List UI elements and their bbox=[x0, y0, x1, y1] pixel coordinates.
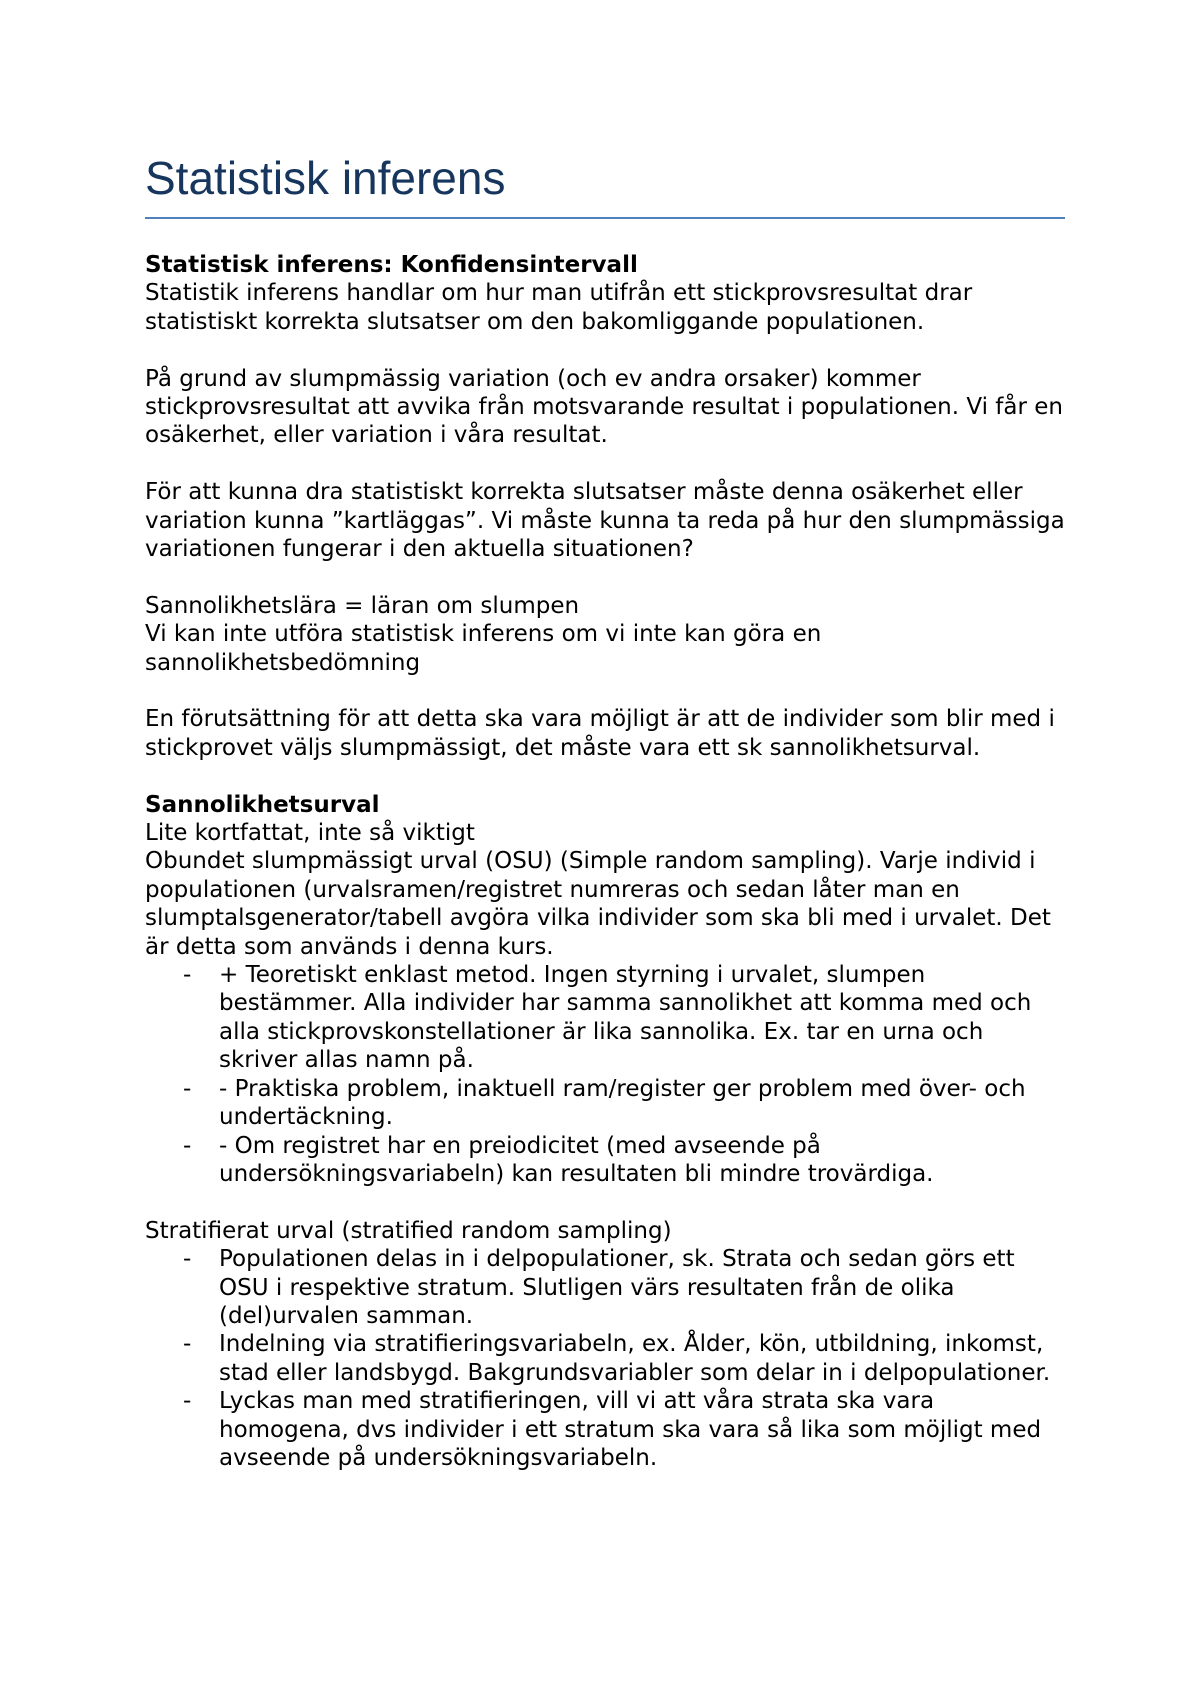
paragraph: Sannolikhetslära = läran om slumpen bbox=[145, 592, 580, 619]
paragraph: Vi kan inte utföra statistisk inferens om vi inte kan göra en sannolikhetsbedömning bbox=[145, 621, 822, 676]
paragraph: Obundet slumpmässigt urval (OSU) (Simple random sampling). Varje individ i populationen (urvalsramen/registret numreras och sedan låter man en slumptalsgenerator/tabell avgöra vilka individer som ska bli med i urvalet. Det är detta som används i denna kurs. bbox=[145, 848, 1051, 960]
dash-marker: - bbox=[183, 1132, 192, 1159]
document-page bbox=[145, 150, 1065, 1472]
dash-marker: - bbox=[183, 1388, 192, 1415]
osu-bullet-list bbox=[145, 961, 1065, 1188]
paragraph: Stratifierat urval (stratified random sampling) bbox=[145, 1217, 672, 1244]
list-item bbox=[145, 961, 1065, 1075]
list-item bbox=[145, 1245, 1065, 1330]
dash-marker: - bbox=[183, 1246, 192, 1273]
blank-line bbox=[145, 1188, 1065, 1216]
list-item-text: + Teoretiskt enklast metod. Ingen styrning i urvalet, slumpen bestämmer. Alla individer har samma sannolikhet att komma med och alla stickprovskonstellationer är lika sannolika. Ex. tar en urna och skriver allas namn på. bbox=[219, 962, 1032, 1074]
list-item-text: - Praktiska problem, inaktuell ram/register ger problem med över- och undertäckning. bbox=[219, 1075, 1026, 1131]
paragraph: På grund av slumpmässig variation (och ev andra orsaker) kommer stickprovsresultat att avvika från motsvarande resultat i populationen. Vi får en osäkerhet, eller variation i våra resultat. bbox=[145, 365, 1063, 449]
dash-marker: - bbox=[183, 1331, 192, 1358]
section-heading-konfidens: Statistisk inferens: Konfidensintervall bbox=[145, 252, 638, 278]
list-item bbox=[145, 1330, 1065, 1387]
list-item-text: Indelning via stratifieringsvariabeln, ex. Ålder, kön, utbildning, inkomst, stad eller landsbygd. Bakgrundsvariabler som delar in i delpopulationer. bbox=[219, 1331, 1051, 1386]
list-item bbox=[145, 1075, 1065, 1132]
document-title: Statistisk inferens bbox=[145, 150, 1065, 219]
list-item bbox=[145, 1387, 1065, 1472]
blank-line bbox=[145, 677, 1065, 705]
dash-marker: - bbox=[183, 1075, 192, 1102]
list-item-text: Populationen delas in i delpopulationer, sk. Strata och sedan görs ett OSU i respektive stratum. Slutligen värs resultaten från de olika (del)urvalen samman. bbox=[219, 1246, 1015, 1329]
blank-line bbox=[145, 762, 1065, 790]
list-item-text: - Om registret har en preiodicitet (med avseende på undersökningsvariabeln) kan resultaten bli mindre trovärdiga. bbox=[219, 1132, 934, 1187]
strat-bullet-list bbox=[145, 1245, 1065, 1472]
blank-line bbox=[145, 563, 1065, 591]
section-heading-sannolikhetsurval: Sannolikhetsurval bbox=[145, 791, 380, 818]
paragraph: Lite kortfattat, inte så viktigt bbox=[145, 820, 475, 847]
list-item bbox=[145, 1132, 1065, 1189]
blank-line bbox=[145, 450, 1065, 478]
paragraph: Statistik inferens handlar om hur man utifrån ett stickprovsresultat drar statistiskt korrekta slutsatser om den bakomliggande populationen. bbox=[145, 280, 973, 335]
list-item-text: Lyckas man med stratifieringen, vill vi att våra strata ska vara homogena, dvs individer i ett stratum ska vara så lika som möjligt med avseende på undersökningsvariabeln. bbox=[219, 1388, 1042, 1471]
document-body bbox=[145, 251, 1065, 1472]
paragraph: För att kunna dra statistiskt korrekta slutsatser måste denna osäkerhet eller variation kunna ”kartläggas”. Vi måste kunna ta reda på hur den slumpmässiga variationen fungerar i den aktuella situationen? bbox=[145, 479, 1065, 563]
paragraph: En förutsättning för att detta ska vara möjligt är att de individer som blir med i stickprovet väljs slumpmässigt, det måste vara ett sk sannolikhetsurval. bbox=[145, 706, 1055, 761]
blank-line bbox=[145, 336, 1065, 364]
dash-marker: - bbox=[183, 962, 192, 989]
